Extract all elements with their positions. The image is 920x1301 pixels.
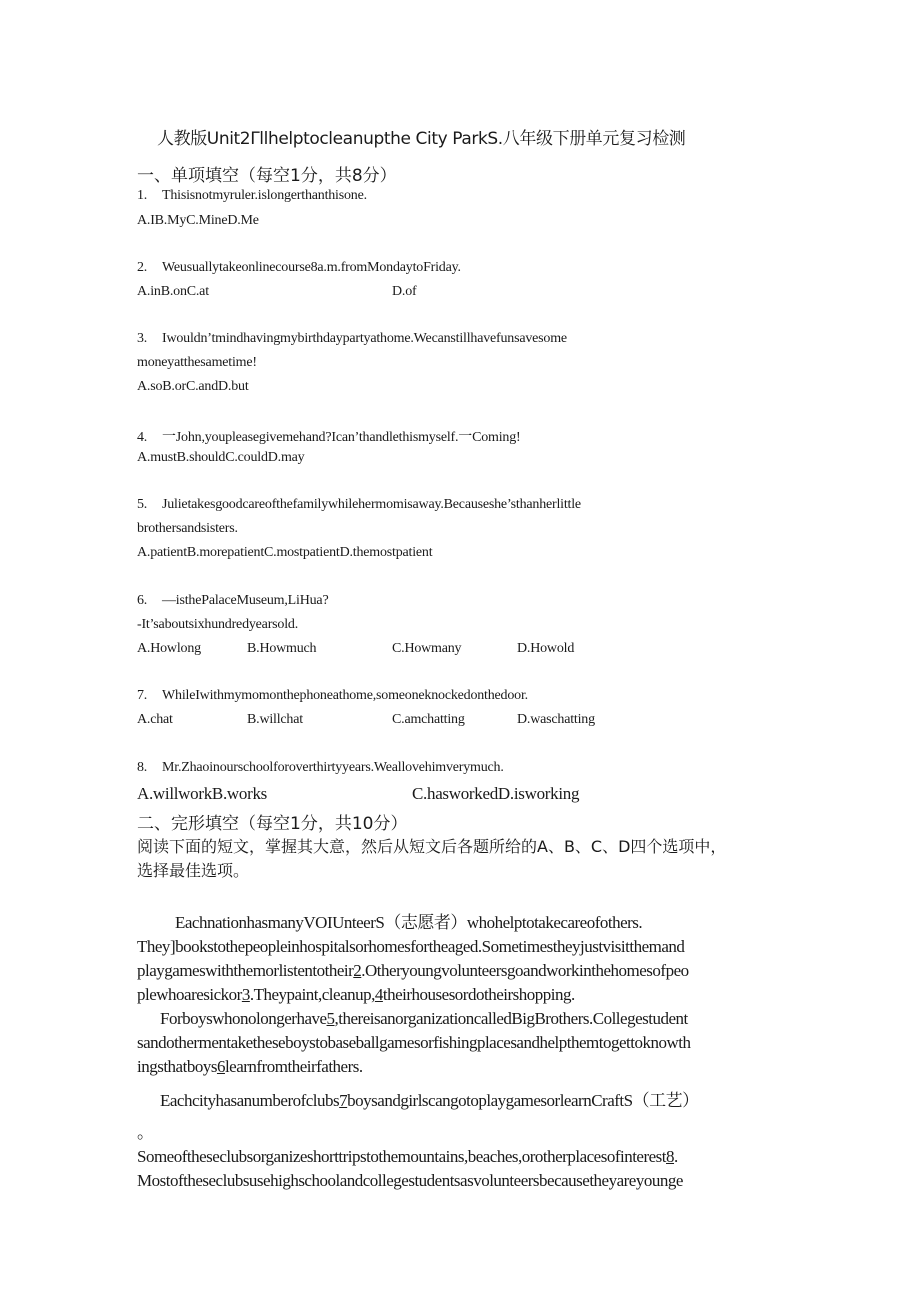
question-4-options: A.mustB.shouldC.couldD.may	[137, 450, 305, 465]
passage-text: ,thereisanorganizationcalledBigBrothers.Collegestudent	[334, 1009, 688, 1028]
question-1-options: A.IB.MyC.MineD.Me	[137, 213, 259, 228]
question-2-options: A.inB.onC.at	[137, 284, 209, 299]
question-stem: Thisisnotmyruler.islongerthanthisone.	[162, 188, 367, 203]
passage-text: ingsthatboys	[137, 1057, 217, 1076]
blank-1: ]	[169, 937, 176, 956]
passage-line-7	[137, 1057, 363, 1077]
question-number: 4.	[137, 430, 148, 445]
question-1	[137, 188, 367, 204]
blank-3: 3	[241, 985, 250, 1004]
question-stem: —isthePalaceMuseum,LiHua?	[162, 593, 329, 608]
passage-text: .	[674, 1147, 678, 1166]
question-3	[137, 331, 567, 347]
blank-6: 6	[216, 1057, 225, 1076]
passage-text: Someoftheseclubsorganizeshorttripstothemountains,beaches,orotherplacesofinterest	[137, 1147, 667, 1166]
question-6-option-a: A.Howlong	[137, 641, 201, 656]
passage-line-5	[160, 1009, 688, 1029]
question-3-stem-continued: moneyatthesametime!	[137, 355, 257, 370]
question-stem: WhileIwithmymomonthephoneathome,someoneknockedonthedoor.	[162, 688, 528, 703]
passage-text: .Theypaint,cleanup,	[249, 985, 375, 1004]
question-3-options: A.soB.orC.andD.but	[137, 379, 249, 394]
passage-line-10	[137, 1147, 678, 1167]
section-1-heading: 一、单项填空（每空1分，共8分）	[137, 166, 397, 186]
question-7-option-b: B.willchat	[247, 712, 303, 727]
section-2-instructions-continued: 选择最佳选项。	[137, 861, 250, 880]
question-number: 2.	[137, 260, 148, 275]
question-2	[137, 260, 461, 276]
question-number: 8.	[137, 760, 148, 775]
question-number: 5.	[137, 497, 148, 512]
question-5	[137, 497, 581, 513]
passage-line-8	[160, 1086, 699, 1111]
question-stem: Julietakesgoodcareofthefamilywhilehermomisaway.Becauseshe’sthanherlittle	[162, 497, 581, 512]
passage-text: theirhousesordotheirshopping.	[382, 985, 575, 1004]
blank-2: 2	[353, 961, 362, 980]
passage-text: playgameswiththemorlistentotheir	[137, 961, 354, 980]
section-2-instructions: 阅读下面的短文，掌握其大意，然后从短文后各题所给的A、B、C、D四个选项中，	[137, 837, 727, 856]
question-7-option-d: D.waschatting	[517, 712, 595, 727]
question-7-option-c: C.amchatting	[392, 712, 465, 727]
question-6-option-c: C.Howmany	[392, 641, 462, 656]
question-number: 6.	[137, 593, 148, 608]
passage-line-2	[137, 937, 684, 957]
passage-line-4	[137, 985, 575, 1005]
question-number: 1.	[137, 188, 148, 203]
blank-4: 4	[374, 985, 383, 1004]
question-8-options-cd: C.hasworkedD.isworking	[412, 784, 580, 803]
question-stem: Mr.Zhaoinourschoolforoverthirtyyears.Weallovehimverymuch.	[162, 760, 504, 775]
question-7	[137, 688, 528, 704]
blank-7: 7	[339, 1091, 348, 1110]
passage-text: .Otheryoungvolunteersgoandworkinthehomesofpeo	[361, 961, 689, 980]
question-5-options: A.patientB.morepatientC.mostpatientD.themostpatient	[137, 545, 433, 560]
passage-text: learnfromtheirfathers.	[224, 1057, 363, 1076]
question-6-option-d: D.Howold	[517, 641, 575, 656]
question-stem: Weusuallytakeonlinecourse8a.m.fromMondaytoFriday.	[162, 260, 461, 275]
question-4	[137, 426, 520, 446]
passage-line-1: EachnationhasmanyVOIUnteerS（志愿者）whohelptotakecareofothers.	[175, 913, 643, 932]
passage-text: bookstothepeopleinhospitalsorhomesfortheaged.Sometimestheyjustvisitthemand	[175, 937, 685, 956]
page-title: 人教版Unit2Γllhelptocleanupthe City ParkS.八年级下册单元复习检测	[157, 129, 686, 149]
question-number: 3.	[137, 331, 148, 346]
question-6-answer-line: -It’saboutsixhundredyearsold.	[137, 617, 298, 632]
question-2-option-d: D.of	[392, 284, 417, 299]
passage-text: boysandgirlscangotoplaygamesorlearnCraftS（工艺）	[347, 1091, 699, 1110]
passage-line-11: Mostoftheseclubsusehighschoolandcollegestudentsasvolunteersbecausetheyareyounge	[137, 1171, 683, 1190]
passage-line-6: sandothermentaketheseboystobaseballgamesorfishingplacesandhelpthemtogettoknowth	[137, 1033, 691, 1052]
passage-text: They	[137, 937, 170, 956]
blank-5: 5	[326, 1009, 335, 1028]
blank-8: 8	[666, 1147, 675, 1166]
question-stem: 一John,youpleasegivemehand?Ican’thandlethismyself.一Coming!	[162, 430, 521, 445]
passage-text: Eachcityhasanumberofclubs	[160, 1091, 340, 1110]
question-stem: Iwouldn’tmindhavingmybirthdaypartyathome.Wecanstillhavefunsavesome	[162, 331, 567, 346]
passage-text: Forboyswhonolongerhave	[160, 1009, 327, 1028]
passage-text: plewhoaresickor	[137, 985, 242, 1004]
question-5-stem-continued: brothersandsisters.	[137, 521, 238, 536]
section-2-heading: 二、完形填空（每空1分，共10分）	[137, 814, 408, 834]
passage-line-9: 。	[137, 1123, 154, 1142]
question-7-option-a: A.chat	[137, 712, 173, 727]
question-number: 7.	[137, 688, 148, 703]
question-6	[137, 593, 328, 609]
question-8	[137, 760, 504, 776]
passage-line-3	[137, 961, 689, 981]
question-6-option-b: B.Howmuch	[247, 641, 317, 656]
question-8-options-ab: A.willworkB.works	[137, 784, 267, 803]
